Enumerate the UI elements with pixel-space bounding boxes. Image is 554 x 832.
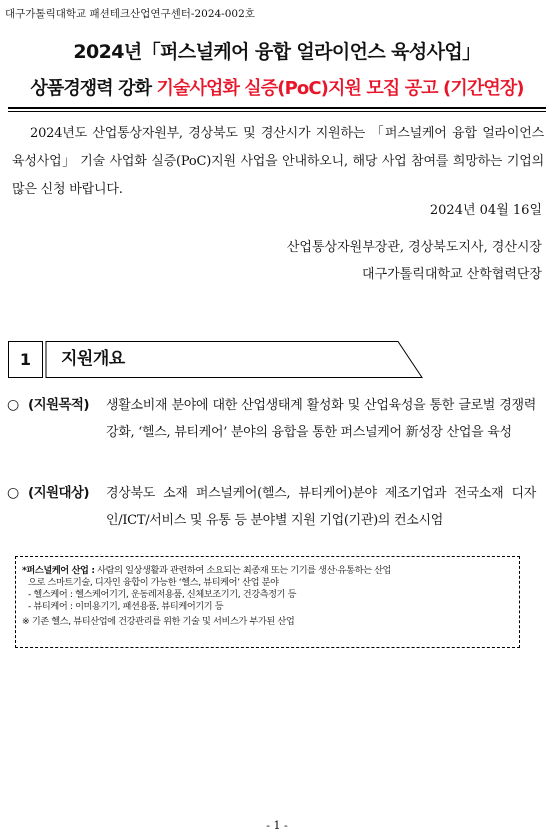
document-id: 대구가톨릭대학교 패션테크산업연구센터-2024-002호 [5, 8, 255, 20]
bullet-circle-icon: ○ [7, 397, 20, 413]
page-title: 2024년「퍼스널케어 융합 얼라이언스 육성사업」 [73, 41, 481, 63]
definition-text: 사람의 일상생활과 관련하여 소요되는 최종재 또는 기기를 생산·유통하는 산업 [94, 565, 392, 576]
intro-paragraph [12, 120, 544, 204]
definition-label: *퍼스널케어 산업 : [22, 565, 95, 576]
purpose-text: 생활소비재 분야에 대한 산업생태계 활성화 및 산업육성을 통한 글로벌 경쟁력 강화, ‘헬스, 뷰티케어’ 분야의 융합을 통한 퍼스널케어 新성장 산업을 육성 [106, 398, 536, 440]
beautycare-item: - 뷰티케어 : 이미용기기, 패션용품, 뷰티케어기기 등 [28, 601, 224, 612]
signatory-university: 대구가톨릭대학교 산학협력단장 [362, 267, 542, 282]
target-text: 경상북도 소재 퍼스널케어(헬스, 뷰티케어)분야 제조기업과 전국소재 디자인/ICT/서비스 및 유통 등 분야별 지원 기업(기관)의 컨소시엄 [106, 486, 536, 528]
page-number: - 1 - [266, 819, 288, 832]
title-divider-thick [8, 107, 546, 109]
definition-line-2: 으로 스마트기술, 디자인 융합이 가능한 ‘헬스, 뷰티케어’ 산업 분야 [28, 577, 279, 588]
subtitle-accent: 기술사업화 실증(PoC)지원 모집 공고 (기간연장) [156, 78, 524, 99]
definition-note-box [15, 556, 520, 648]
purpose-label: (지원목적) [28, 397, 89, 413]
healthcare-item: - 헬스케어 : 헬스케어기기, 운동레저용품, 신체보조기기, 건강측정기 등 [28, 589, 297, 600]
intro-text: 2024년도 산업통상자원부, 경상북도 및 경산시가 지원하는 「퍼스널케어 융합 얼라이언스 육성사업」 기술 사업화 실증(PoC)지원 사업을 안내하오니, 해당 사업 참여를 희망하는 기업의 많은 신청 바랍니다. [12, 126, 544, 197]
bullet-circle-icon: ○ [7, 485, 20, 501]
definition-line-1 [22, 565, 511, 577]
signatory-officials: 산업통상자원부장관, 경상북도지사, 경산시장 [286, 240, 542, 255]
title-divider-thin [8, 111, 546, 112]
target-label: (지원대상) [28, 485, 89, 501]
footnote: ※ 기존 헬스, 뷰티산업에 건강관리를 위한 기술 및 서비스가 부가된 산업 [22, 616, 295, 627]
section-number: 1 [19, 350, 32, 369]
section-header [8, 341, 428, 378]
page-subtitle [0, 74, 554, 100]
announcement-date: 2024년 04월 16일 [429, 203, 542, 218]
section-title: 지원개요 [61, 349, 125, 369]
subtitle-prefix: 상품경쟁력 강화 [30, 78, 157, 99]
